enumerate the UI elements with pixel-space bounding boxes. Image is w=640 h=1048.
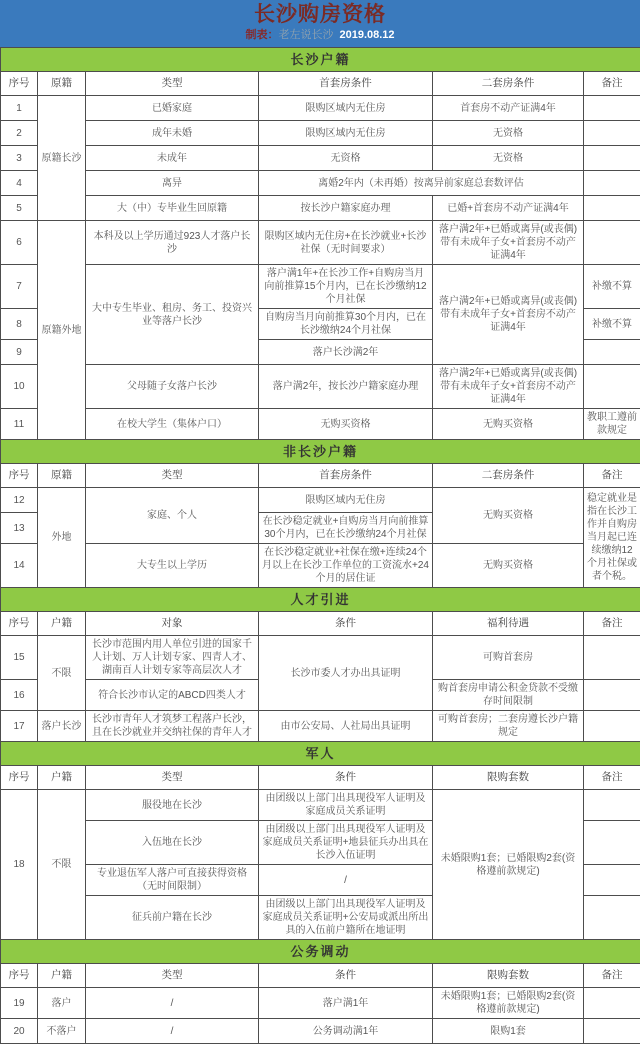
table-cell: 落户满1年 xyxy=(259,988,433,1019)
publish-date: 2019.08.12 xyxy=(339,29,395,41)
table-cell-empty xyxy=(584,711,640,742)
column-header: 序号 xyxy=(1,612,38,636)
table-cell: 外地 xyxy=(38,488,86,588)
table-cell: 不限 xyxy=(38,790,86,940)
section-header-3: 人才引进 xyxy=(1,588,640,612)
table-cell: 不限 xyxy=(38,636,86,711)
table-cell: 由团级以上部门出具现役军人证明及家庭成员关系证明+公安局或派出所出具的入伍前户籍所在地证明 xyxy=(259,896,433,940)
table-cell: 大中专生毕业、租房、务工、投资兴业等落户长沙 xyxy=(86,265,259,365)
table-cell: 9 xyxy=(1,340,38,365)
section-header-4: 军人 xyxy=(1,742,640,766)
table-cell: 本科及以上学历通过923人才落户长沙 xyxy=(86,221,259,265)
table-cell: 公务调动满1年 xyxy=(259,1019,433,1044)
table-cell: 11 xyxy=(1,409,38,440)
subtitle xyxy=(0,28,640,42)
table-cell: 专业退伍军人落户可直接获得资格（无时间限制） xyxy=(86,865,259,896)
table-cell: 无资格 xyxy=(433,121,584,146)
table-cell: 离异 xyxy=(86,171,259,196)
table-cell: 在校大学生（集体户口） xyxy=(86,409,259,440)
table-cell: 补缴不算 xyxy=(584,265,640,309)
section-header-5: 公务调动 xyxy=(1,940,640,964)
column-header: 户籍 xyxy=(38,612,86,636)
table-cell: 教职工遵前款规定 xyxy=(584,409,640,440)
column-header: 类型 xyxy=(86,766,259,790)
table-cell: 19 xyxy=(1,988,38,1019)
table-cell-empty xyxy=(584,221,640,265)
table-cell: 15 xyxy=(1,636,38,680)
table-cell: 3 xyxy=(1,146,38,171)
table-cell: 可购首套房 xyxy=(433,636,584,680)
column-header: 限购套数 xyxy=(433,766,584,790)
table-cell: 16 xyxy=(1,680,38,711)
table-cell-empty xyxy=(584,790,640,821)
column-header: 原籍 xyxy=(38,464,86,488)
table-cell: 自购房当月向前推算30个月内，已在长沙缴纳24个月社保 xyxy=(259,309,433,340)
table-row xyxy=(1,171,640,196)
column-header: 类型 xyxy=(86,964,259,988)
table-cell: 成年未婚 xyxy=(86,121,259,146)
column-header: 二套房条件 xyxy=(433,72,584,96)
column-header: 条件 xyxy=(259,964,433,988)
table-row xyxy=(1,365,640,409)
column-header: 二套房条件 xyxy=(433,464,584,488)
author-name: 老左说长沙 xyxy=(278,29,334,41)
column-header: 户籍 xyxy=(38,964,86,988)
table-cell-empty xyxy=(584,896,640,940)
table-cell: 由市公安局、人社局出具证明 xyxy=(259,711,433,742)
table-cell-empty xyxy=(584,865,640,896)
column-header: 首套房条件 xyxy=(259,464,433,488)
table-cell: 父母随子女落户长沙 xyxy=(86,365,259,409)
table-cell: 已婚+首套房不动产证满4年 xyxy=(433,196,584,221)
column-header: 对象 xyxy=(86,612,259,636)
table-cell: 在长沙稳定就业+自购房当月向前推算30个月内，已在长沙缴纳24个月社保 xyxy=(259,513,433,544)
section-header-1: 长沙户籍 xyxy=(1,48,640,72)
table-cell: 无购买资格 xyxy=(259,409,433,440)
table-cell: 7 xyxy=(1,265,38,309)
table-cell-empty xyxy=(584,171,640,196)
column-header: 备注 xyxy=(584,464,640,488)
table-cell: 限购区域内无住房+在长沙就业+长沙社保（无时间要求） xyxy=(259,221,433,265)
table-cell: 补缴不算 xyxy=(584,309,640,340)
table-cell: 不落户 xyxy=(38,1019,86,1044)
table-cell: 20 xyxy=(1,1019,38,1044)
column-header: 原籍 xyxy=(38,72,86,96)
table-cell: 服役地在长沙 xyxy=(86,790,259,821)
table-cell: 13 xyxy=(1,513,38,544)
table-cell: 限购1套 xyxy=(433,1019,584,1044)
table-cell: 首套房不动产证满4年 xyxy=(433,96,584,121)
table-cell: 无资格 xyxy=(259,146,433,171)
table-cell: 6 xyxy=(1,221,38,265)
table-row xyxy=(1,409,640,440)
table-cell: 落户 xyxy=(38,988,86,1019)
table-cell: 落户长沙满2年 xyxy=(259,340,433,365)
table-cell: 按长沙户籍家庭办理 xyxy=(259,196,433,221)
table-row xyxy=(1,636,640,680)
table-cell: / xyxy=(86,1019,259,1044)
maker-label: 制表： xyxy=(245,29,279,41)
table-cell-empty xyxy=(584,365,640,409)
table-cell: 由团级以上部门出具现役军人证明及家庭成员关系证明+地县征兵办出具在长沙入伍证明 xyxy=(259,821,433,865)
table-cell: 落户满2年+已婚或离异(或丧偶)带有未成年子女+首套房不动产证满4年 xyxy=(433,265,584,365)
table-row xyxy=(1,711,640,742)
column-header: 备注 xyxy=(584,964,640,988)
table-cell: 限购区域内无住房 xyxy=(259,121,433,146)
column-header: 序号 xyxy=(1,766,38,790)
table-cell: 原籍外地 xyxy=(38,221,86,440)
column-header: 条件 xyxy=(259,612,433,636)
table-cell: 18 xyxy=(1,790,38,940)
table-cell: 长沙市青年人才筑梦工程落户长沙，且在长沙就业并交纳社保的青年人才 xyxy=(86,711,259,742)
table-row xyxy=(1,790,640,821)
table-cell: / xyxy=(259,865,433,896)
table-cell: 可购首套房；二套房遵长沙户籍规定 xyxy=(433,711,584,742)
table-cell: 未婚限购1套；已婚限购2套(资格遵前款规定) xyxy=(433,790,584,940)
table-cell: 未婚限购1套；已婚限购2套(资格遵前款规定) xyxy=(433,988,584,1019)
table-cell: 离婚2年内（未再婚）按离异前家庭总套数评估 xyxy=(259,171,584,196)
table-cell: 大专生以上学历 xyxy=(86,544,259,588)
column-header: 序号 xyxy=(1,464,38,488)
table-cell: 家庭、个人 xyxy=(86,488,259,544)
table-cell: 符合长沙市认定的ABCD四类人才 xyxy=(86,680,259,711)
table-cell-empty xyxy=(584,146,640,171)
table-cell-empty xyxy=(584,680,640,711)
table-cell: 长沙市委人才办出具证明 xyxy=(259,636,433,711)
table-cell: 4 xyxy=(1,171,38,196)
table-cell: 未成年 xyxy=(86,146,259,171)
table-row xyxy=(1,544,640,588)
table-cell: 无资格 xyxy=(433,146,584,171)
table-cell: 限购区域内无住房 xyxy=(259,488,433,513)
table-row xyxy=(1,221,640,265)
table-cell: 稳定就业是指在长沙工作并自购房当月起已连续缴纳12个月社保或者个税。 xyxy=(584,488,640,588)
qualification-table xyxy=(0,47,640,1044)
table-row xyxy=(1,96,640,121)
column-header: 类型 xyxy=(86,464,259,488)
table-cell-empty xyxy=(584,636,640,680)
table-cell: 落户满2年+已婚或离异(或丧偶)带有未成年子女+首套房不动产证满4年 xyxy=(433,365,584,409)
table-cell: 17 xyxy=(1,711,38,742)
column-header: 限购套数 xyxy=(433,964,584,988)
table-cell-empty xyxy=(584,1019,640,1044)
column-header: 序号 xyxy=(1,72,38,96)
table-cell-empty xyxy=(584,96,640,121)
table-cell: 12 xyxy=(1,488,38,513)
column-header: 福利待遇 xyxy=(433,612,584,636)
column-header: 备注 xyxy=(584,612,640,636)
table-cell: 在长沙稳定就业+社保在缴+连续24个月以上在长沙工作单位的工资流水+24个月的居住证 xyxy=(259,544,433,588)
table-cell: 原籍长沙 xyxy=(38,96,86,221)
table-cell: 由团级以上部门出具现役军人证明及家庭成员关系证明 xyxy=(259,790,433,821)
table-cell: 无购买资格 xyxy=(433,488,584,544)
column-header: 类型 xyxy=(86,72,259,96)
column-header: 备注 xyxy=(584,72,640,96)
table-cell: 购首套房申请公积金贷款不受缴存时间限制 xyxy=(433,680,584,711)
table-cell: 无购买资格 xyxy=(433,409,584,440)
table-row xyxy=(1,121,640,146)
title-banner xyxy=(0,0,640,47)
table-row xyxy=(1,488,640,513)
table-cell: 落户满2年，按长沙户籍家庭办理 xyxy=(259,365,433,409)
table-cell: 1 xyxy=(1,96,38,121)
section-header-2: 非长沙户籍 xyxy=(1,440,640,464)
table-cell: 入伍地在长沙 xyxy=(86,821,259,865)
table-cell-empty xyxy=(584,340,640,365)
table-cell: 5 xyxy=(1,196,38,221)
table-cell: 10 xyxy=(1,365,38,409)
table-cell: 已婚家庭 xyxy=(86,96,259,121)
table-cell-empty xyxy=(584,196,640,221)
table-cell: 14 xyxy=(1,544,38,588)
table-cell: 落户满2年+已婚或离异(或丧偶)带有未成年子女+首套房不动产证满4年 xyxy=(433,221,584,265)
table-row xyxy=(1,988,640,1019)
table-cell: 2 xyxy=(1,121,38,146)
table-cell: 落户长沙 xyxy=(38,711,86,742)
table-cell-empty xyxy=(584,988,640,1019)
table-row xyxy=(1,196,640,221)
table-cell: 大（中）专毕业生回原籍 xyxy=(86,196,259,221)
column-header: 条件 xyxy=(259,766,433,790)
table-cell: 征兵前户籍在长沙 xyxy=(86,896,259,940)
table-cell-empty xyxy=(584,121,640,146)
table-cell-empty xyxy=(584,821,640,865)
table-row xyxy=(1,265,640,309)
column-header: 首套房条件 xyxy=(259,72,433,96)
table-cell: 落户满1年+在长沙工作+自购房当月向前推算15个月内，已在长沙缴纳12个月社保 xyxy=(259,265,433,309)
column-header: 备注 xyxy=(584,766,640,790)
table-row xyxy=(1,146,640,171)
table-cell: 限购区域内无住房 xyxy=(259,96,433,121)
column-header: 序号 xyxy=(1,964,38,988)
page-title: 长沙购房资格 xyxy=(254,3,386,26)
column-header: 户籍 xyxy=(38,766,86,790)
table-cell: 长沙市范围内用人单位引进的国家千人计划、万人计划专家、四青人才、湖南百人计划专家等高层次人才 xyxy=(86,636,259,680)
table-cell: 无购买资格 xyxy=(433,544,584,588)
table-row xyxy=(1,1019,640,1044)
table-cell: / xyxy=(86,988,259,1019)
table-cell: 8 xyxy=(1,309,38,340)
